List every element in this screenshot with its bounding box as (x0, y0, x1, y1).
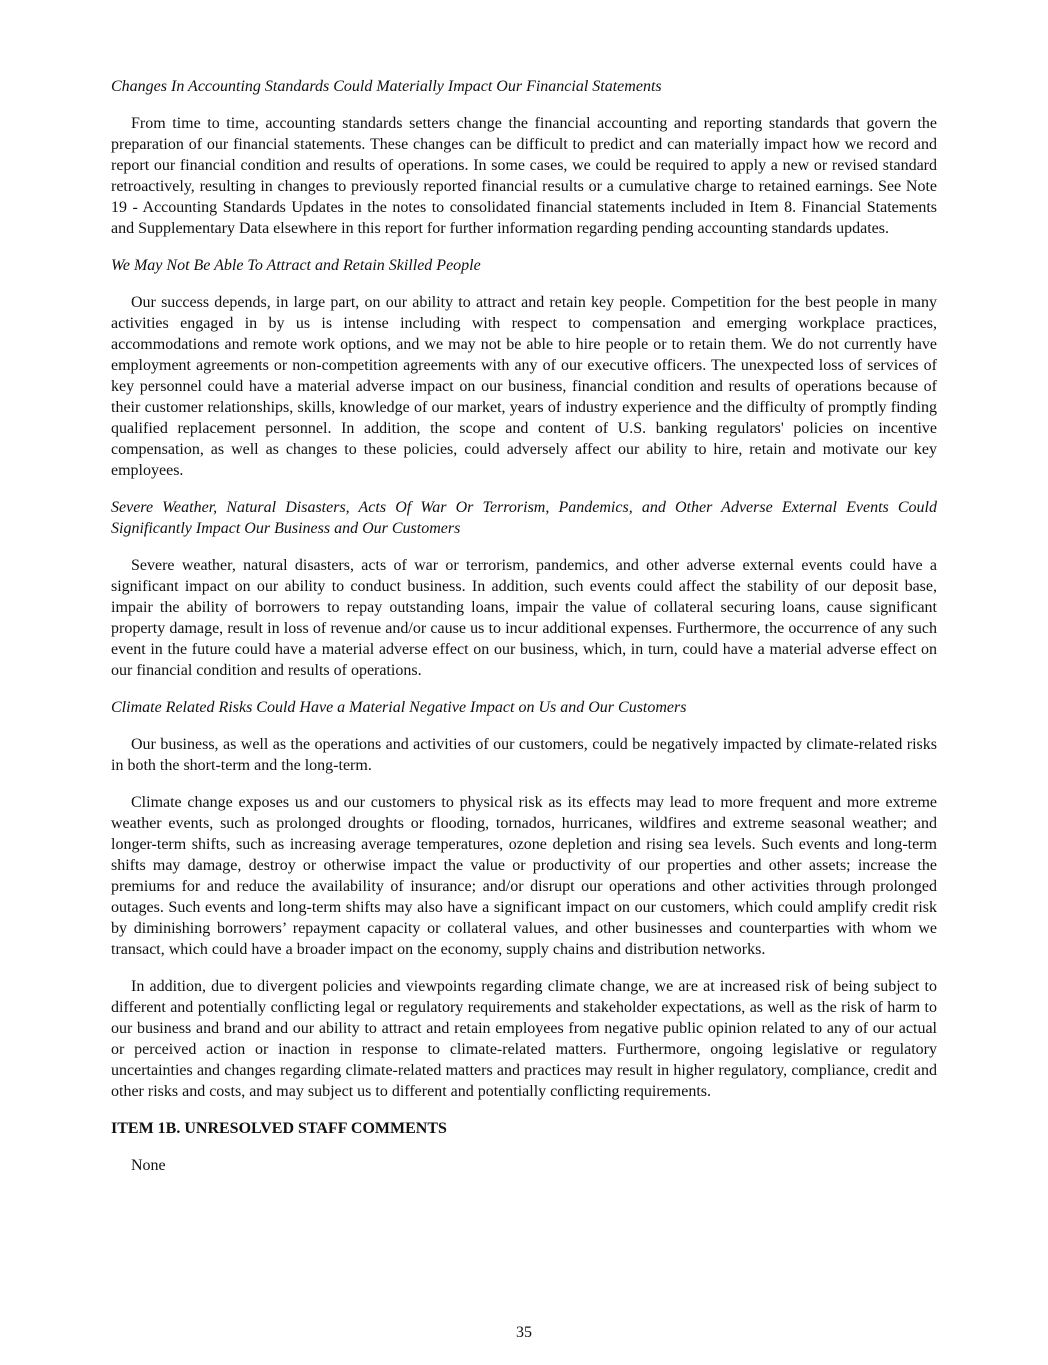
paragraph-skilled-people: Our success depends, in large part, on our ability to attract and retain key people. Competition for the best people in many activities engaged in by us is intense including with respect to compensation and emerging workplace practices, accommodations and remote work options, and we may not be able to hire people or to retain them. We do not currently have employment agreements or non-competition agreements with any of our executive officers. The unexpected loss of services of key personnel could have a material adverse impact on our business, financial condition and results of operations because of their customer relationships, skills, knowledge of our market, years of industry experience and the difficulty of promptly finding qualified replacement personnel. In addition, the scope and content of U.S. banking regulators' policies on incentive compensation, as well as changes to these policies, could adversely affect our ability to hire, retain and motivate our key employees. (111, 294, 937, 479)
paragraph-accounting-standards: From time to time, accounting standards setters change the financial accounting and reporting standards that govern the preparation of our financial statements. These changes can be difficult to predict and can materially impact how we record and report our financial condition and results of operations. In some cases, we could be required to apply a new or revised standard retroactively, resulting in changes to previously reported financial results or a cumulative charge to retained earnings. See Note 19 - Accounting Standards Updates in the notes to consolidated financial statements included in Item 8. Financial Statements and Supplementary Data elsewhere in this report for further information regarding pending accounting standards updates. (111, 115, 937, 237)
section-heading-skilled-people: We May Not Be Able To Attract and Retain Skilled People (111, 257, 481, 274)
paragraph-item-body: None (131, 1157, 166, 1174)
paragraph-climate-regulatory-risk: In addition, due to divergent policies and viewpoints regarding climate change, we are at increased risk of being subject to different and potentially conflicting legal or regulatory requirements and stakeholder expectations, as well as the risk of harm to our business and brand and our ability to attract and retain employees from negative public opinion related to any of our actual or perceived action or inaction in response to climate-related matters. Furthermore, ongoing legislative or regulatory uncertainties and changes regarding climate-related matters and practices may result in higher regulatory, compliance, credit and other risks and costs, and may subject us to different and potentially conflicting requirements. (111, 978, 937, 1100)
document-page (111, 76, 937, 1192)
page-number: 35 (516, 1324, 532, 1341)
section-heading-severe-weather: Severe Weather, Natural Disasters, Acts Of War Or Terrorism, Pandemics, and Other Adverse External Events Could Significantly Impact Our Business and Our Customers (111, 499, 937, 537)
paragraph-severe-weather: Severe weather, natural disasters, acts of war or terrorism, pandemics, and other adverse external events could have a significant impact on our ability to conduct business. In addition, such events could affect the stability of our deposit base, impair the ability of borrowers to repay outstanding loans, impair the value of collateral securing loans, cause significant property damage, result in loss of revenue and/or cause us to incur additional expenses. Furthermore, the occurrence of any such event in the future could have a material adverse effect on our business, which, in turn, could have a material adverse effect on our financial condition and results of operations. (111, 557, 937, 679)
paragraph-climate-risks-intro: Our business, as well as the operations and activities of our customers, could be negatively impacted by climate-related risks in both the short-term and the long-term. (111, 736, 937, 774)
paragraph-climate-physical-risk: Climate change exposes us and our customers to physical risk as its effects may lead to more frequent and more extreme weather events, such as prolonged droughts or flooding, tornados, hurricanes, wildfires and extreme seasonal weather; and longer-term shifts, such as increasing average temperatures, ozone depletion and rising sea levels. Such events and long-term shifts may damage, destroy or otherwise impact the value or productivity of our properties and other assets; increase the premiums for and reduce the availability of insurance; and/or disrupt our operations and other activities through prolonged outages. Such events and long-term shifts may also have a significant impact on our customers, which could amplify credit risk by diminishing borrowers’ repayment capacity or collateral values, and other businesses and counterparties with whom we transact, which could have a broader impact on the economy, supply chains and distribution networks. (111, 794, 937, 958)
section-heading-accounting-standards: Changes In Accounting Standards Could Materially Impact Our Financial Statements (111, 78, 662, 95)
item-heading-unresolved-staff-comments: ITEM 1B. UNRESOLVED STAFF COMMENTS (111, 1120, 447, 1137)
section-heading-climate-risks: Climate Related Risks Could Have a Material Negative Impact on Us and Our Customers (111, 699, 687, 716)
